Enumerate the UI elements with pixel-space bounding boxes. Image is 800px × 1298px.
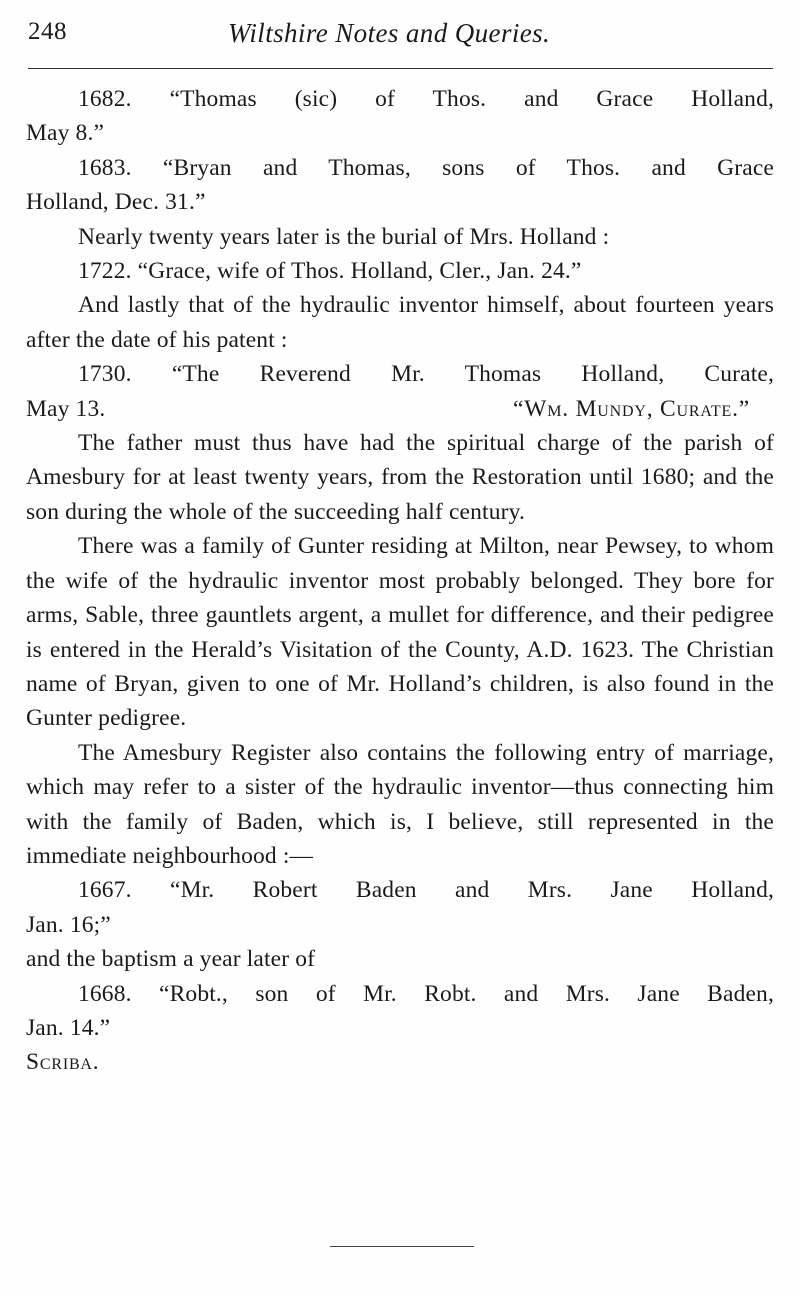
paragraph-spiritual-charge: The father must thus have had the spiritual charge of the parish of Amesbury for at least twenty years, from the Restoration until 1680; and the son during the whole of the succeeding half century. — [26, 430, 774, 525]
curate-signature: “Wm. Mundy, Curate.” — [513, 395, 750, 422]
page-header — [28, 18, 773, 52]
register-entry-1722: 1722. “Grace, wife of Thos. Holland, Cler., Jan. 24.” — [78, 258, 582, 285]
page-number: 248 — [28, 18, 67, 45]
register-entry-1667-cont: Jan. 16;” — [26, 911, 111, 938]
register-entry-1668-cont: Jan. 14.” — [26, 1014, 111, 1041]
register-entry-1682: 1682. “Thomas (sic) of Thos. and Grace Holland, — [78, 86, 774, 112]
register-entry-1667: 1667. “Mr. Robert Baden and Mrs. Jane Holland, — [78, 877, 774, 904]
article-body — [26, 82, 774, 1080]
burial-intro: Nearly twenty years later is the burial of Mrs. Holland : — [78, 223, 610, 250]
running-title: Wiltshire Notes and Queries. — [228, 18, 551, 48]
entry-date: May 13. — [26, 395, 106, 422]
register-entry-1668: 1668. “Robt., son of Mr. Robt. and Mrs. Jane Baden, — [78, 980, 774, 1007]
register-entry-1683-cont: Holland, Dec. 31.” — [26, 189, 206, 216]
baptism-intro: and the baptism a year later of — [26, 946, 316, 973]
paragraph-gunter-family: There was a family of Gunter residing at Milton, near Pewsey, to whom the wife of the hydraulic inventor most probably belonged. They bore for arms, Sable, three gauntlets argent, a mullet for difference, and their pedigree is entered in the Herald’s Visitation of the County, A.D. 1623. The Christian name of Bryan, given to one of Mr. Holland’s children, is also found in the Gunter pedigree. — [26, 533, 774, 732]
register-entry-1682-cont: May 8.” — [26, 120, 105, 147]
end-rule — [330, 1246, 474, 1247]
paragraph-amesbury-register: The Amesbury Register also contains the following entry of marriage, which may refer to a sister of the hydraulic inventor—thus connecting him with the family of Baden, which is, I believe, still represented in the immediate neighbourhood :— — [26, 739, 774, 869]
register-entry-1683: 1683. “Bryan and Thomas, sons of Thos. and Grace — [78, 154, 774, 181]
author-signature: Scriba. — [26, 1049, 100, 1076]
header-rule — [28, 68, 773, 69]
register-entry-1730: 1730. “The Reverend Mr. Thomas Holland, Curate, — [78, 361, 774, 388]
register-entry-1730-cont — [26, 392, 774, 426]
paragraph-inventor-burial: And lastly that of the hydraulic inventor himself, about fourteen years after the date of his patent : — [26, 292, 774, 353]
